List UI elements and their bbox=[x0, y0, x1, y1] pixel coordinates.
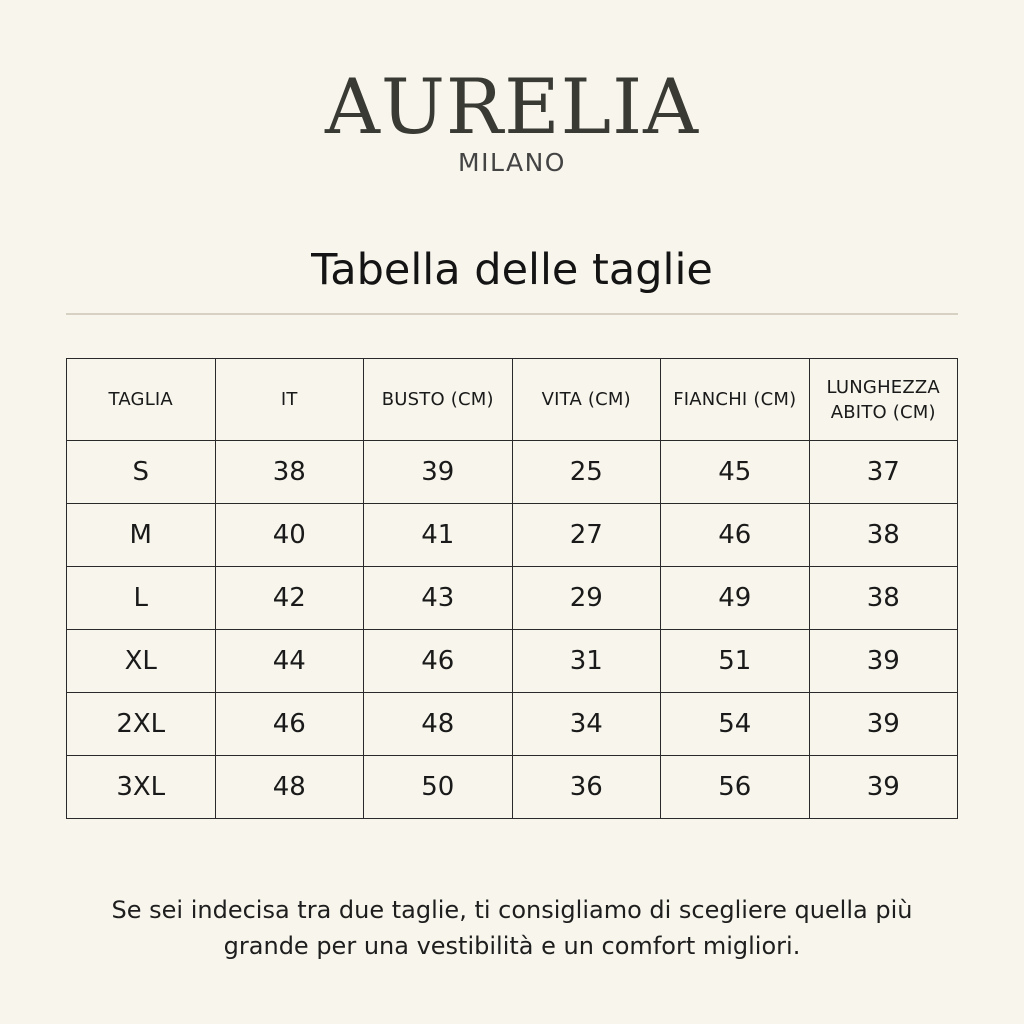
cell-it: 42 bbox=[215, 567, 364, 630]
cell-fianchi: 49 bbox=[661, 567, 810, 630]
table-header-row bbox=[67, 359, 958, 441]
cell-busto: 46 bbox=[364, 630, 513, 693]
cell-fianchi: 51 bbox=[661, 630, 810, 693]
table-row bbox=[67, 567, 958, 630]
cell-lunghezza: 39 bbox=[809, 693, 958, 756]
cell-size: XL bbox=[67, 630, 216, 693]
page-title: Tabella delle taglie bbox=[311, 245, 713, 295]
table-row bbox=[67, 693, 958, 756]
cell-lunghezza: 37 bbox=[809, 441, 958, 504]
cell-busto: 39 bbox=[364, 441, 513, 504]
cell-fianchi: 54 bbox=[661, 693, 810, 756]
cell-lunghezza: 38 bbox=[809, 567, 958, 630]
cell-size: L bbox=[67, 567, 216, 630]
size-table bbox=[66, 358, 958, 819]
cell-it: 40 bbox=[215, 504, 364, 567]
cell-vita: 27 bbox=[512, 504, 661, 567]
size-advice-note: Se sei indecisa tra due taglie, ti consigliamo di scegliere quella più grande per una vestibilità e un comfort migliori. bbox=[111, 896, 913, 960]
cell-fianchi: 46 bbox=[661, 504, 810, 567]
cell-it: 48 bbox=[215, 756, 364, 819]
table-row bbox=[67, 441, 958, 504]
cell-fianchi: 45 bbox=[661, 441, 810, 504]
title-divider bbox=[66, 313, 958, 315]
cell-lunghezza: 39 bbox=[809, 630, 958, 693]
table-row bbox=[67, 504, 958, 567]
table-row bbox=[67, 756, 958, 819]
cell-size: S bbox=[67, 441, 216, 504]
cell-vita: 31 bbox=[512, 630, 661, 693]
brand-name: AURELIA bbox=[324, 62, 699, 151]
cell-vita: 29 bbox=[512, 567, 661, 630]
cell-size: M bbox=[67, 504, 216, 567]
cell-it: 38 bbox=[215, 441, 364, 504]
cell-it: 44 bbox=[215, 630, 364, 693]
column-header-it: IT bbox=[215, 359, 364, 441]
cell-busto: 48 bbox=[364, 693, 513, 756]
column-header-vita: VITA (CM) bbox=[512, 359, 661, 441]
cell-busto: 43 bbox=[364, 567, 513, 630]
column-header-busto: BUSTO (CM) bbox=[364, 359, 513, 441]
cell-busto: 50 bbox=[364, 756, 513, 819]
cell-lunghezza: 39 bbox=[809, 756, 958, 819]
cell-fianchi: 56 bbox=[661, 756, 810, 819]
cell-lunghezza: 38 bbox=[809, 504, 958, 567]
brand-subtitle: MILANO bbox=[458, 148, 566, 177]
column-header-fianchi: FIANCHI (CM) bbox=[661, 359, 810, 441]
column-header-taglia: TAGLIA bbox=[67, 359, 216, 441]
cell-it: 46 bbox=[215, 693, 364, 756]
cell-vita: 25 bbox=[512, 441, 661, 504]
cell-vita: 34 bbox=[512, 693, 661, 756]
cell-busto: 41 bbox=[364, 504, 513, 567]
cell-vita: 36 bbox=[512, 756, 661, 819]
table-row bbox=[67, 630, 958, 693]
cell-size: 3XL bbox=[67, 756, 216, 819]
brand-logo bbox=[0, 64, 1024, 178]
column-header-lunghezza: LUNGHEZZA ABITO (CM) bbox=[809, 359, 958, 441]
cell-size: 2XL bbox=[67, 693, 216, 756]
